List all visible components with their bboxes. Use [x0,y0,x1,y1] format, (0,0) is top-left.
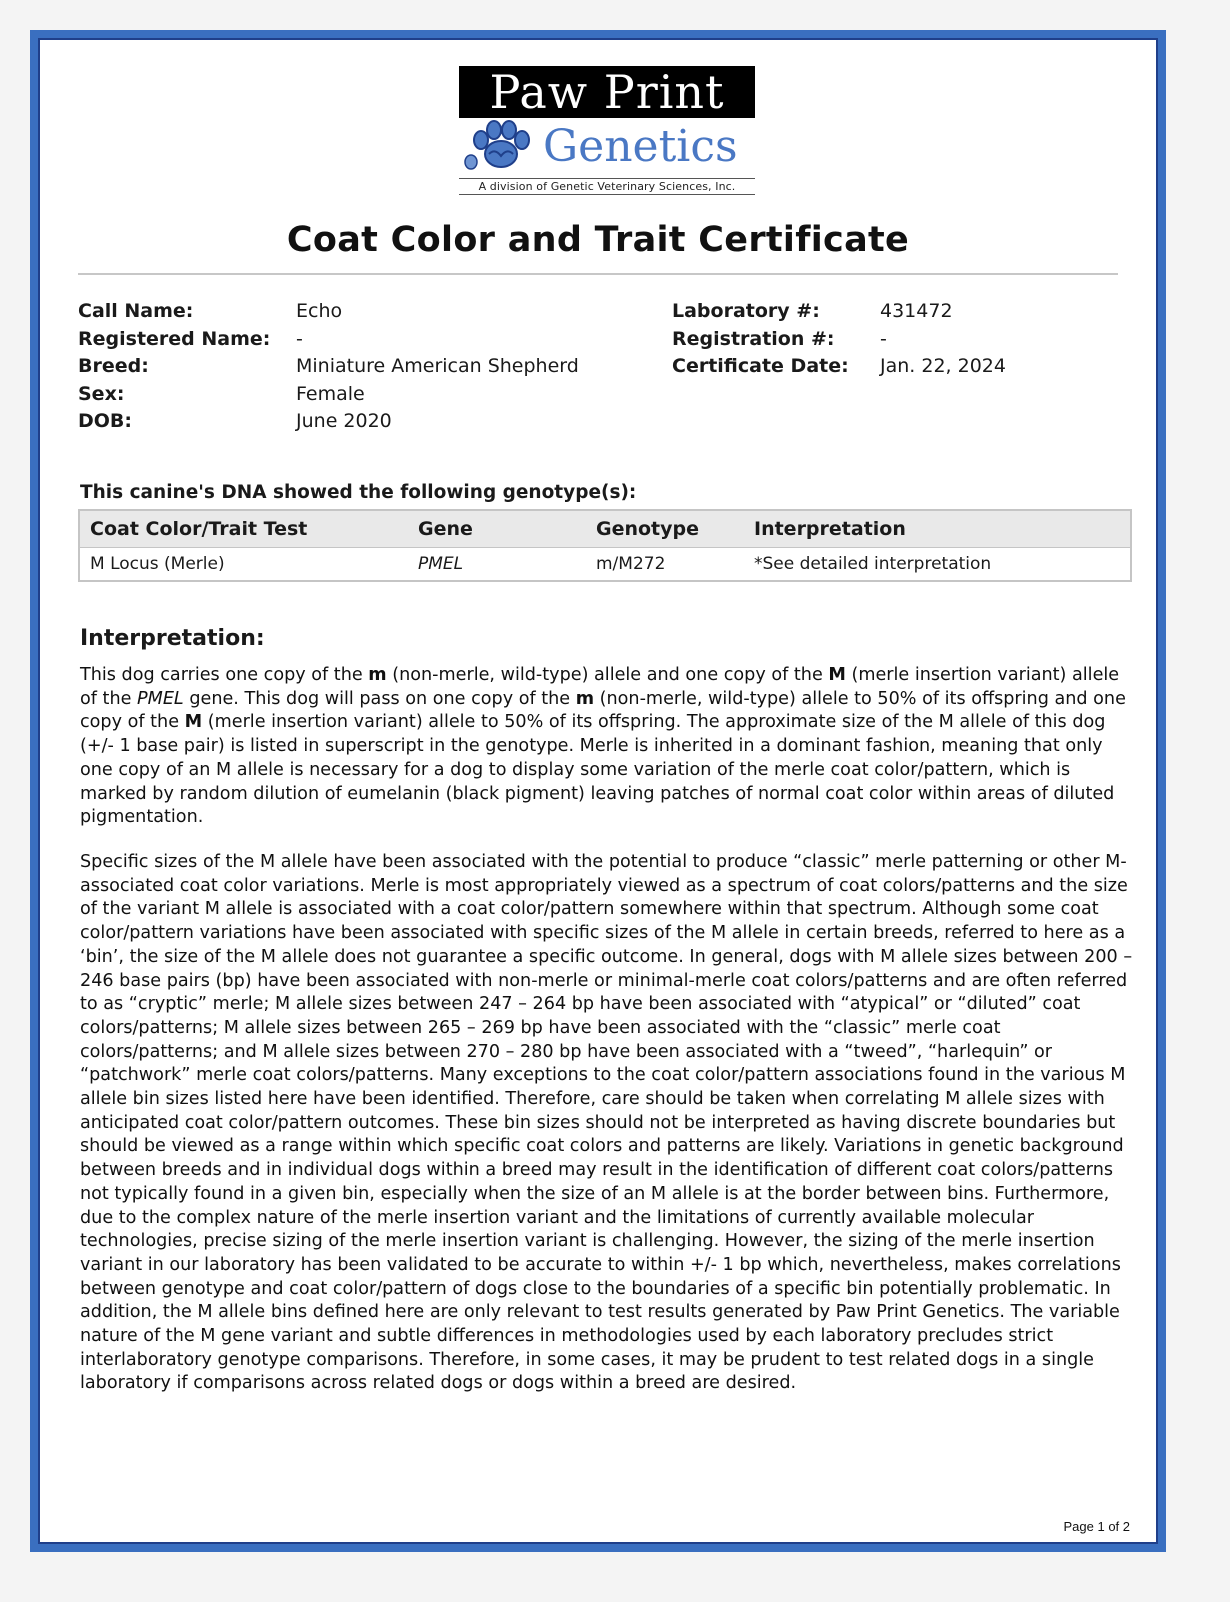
text-run: This dog carries one copy of the [80,665,369,685]
column-header: Interpretation [744,510,1131,548]
text-run-italic: PMEL [137,688,184,709]
table-cell: M Locus (Merle) [90,554,225,574]
info-value: Female [296,382,365,405]
info-row-certificate-date [672,353,1006,381]
text-run: (non-merle, wild-type) allele to 50% of its offspring and one copy of the [80,688,1126,733]
certificate-title: Coat Color and Trait Certificate [286,220,910,260]
page-number: Page 1 of 2 [1063,1519,1130,1534]
table-cell: m/M272 [596,554,666,574]
title-divider [78,273,1118,275]
interpretation-paragraph-1 [80,664,1134,830]
logo-tagline: A division of Genetic Veterinary Sciences, Inc. [459,178,755,195]
info-value: - [296,327,303,350]
text-run: (merle insertion variant) allele to 50% of its offspring. The approximate size of the M allele of this dog (+/- 1 base pair) is listed in superscript in the genotype. Merle is inherited in a dominant fashion, meaning that only one copy of an M allele is necessary for a dog to display some variation of the merle coat color/pattern, which is marked by random dilution of eumelanin (black pigment) leaving patches of normal coat color within areas of diluted pigmentation. [80,712,1115,828]
column-header: Genotype [586,510,744,548]
info-label: Breed: [78,355,149,378]
info-value: 431472 [880,300,953,322]
page-border [30,30,1166,1552]
column-header: Gene [408,510,586,548]
column-header: Coat Color/Trait Test [79,510,408,548]
info-row-laboratory [672,298,1006,326]
info-label: Call Name: [78,300,194,322]
text-run-bold: M [184,712,203,733]
info-value: June 2020 [296,410,392,433]
info-row-dob [78,408,579,436]
interpretation-paragraph-2: Specific sizes of the M allele have been associated with the potential to produce “classic” merle patterning or other M-associated coat color variations. Merle is most appropriately viewed as a spectrum of coat colors/patterns and the size of the variant M allele is associated with a coat color/pattern somewhere within that spectrum. Although some coat color/pattern variations have been associated with specific sizes of the M allele in certain breeds, referred to here as a ‘bin’, the size of the M allele does not guarantee a specific outcome. In general, dogs with M allele sizes between 200 – 246 base pairs (bp) have been associated with non-merle or minimal-merle coat colors/patterns and are often referred to as “cryptic” merle; M allele sizes between 247 – 264 bp have been associated with “atypical” or “diluted” coat colors/patterns; M allele sizes between 265 – 269 bp have been associated with the “classic” merle coat colors/patterns; and M allele sizes between 270 – 280 bp have been associated with a “tweed”, “harlequin” or “patchwork” merle coat colors/patterns. Many exceptions to the coat color/pattern associations found in the various M allele bin sizes listed here have been identified. Therefore, care should be taken when correlating M allele sizes with anticipated coat color/pattern outcomes. These bin sizes should not be interpreted as having discrete boundaries but should be viewed as a range within which specific coat colors and patterns are likely. Variations in genetic background between breeds and in individual dogs within a breed may result in the identification of different coat colors/patterns not typically found in a given bin, especially when the size of an M allele is at the border between bins. Furthermore, due to the complex nature of the merle insertion variant and the limitations of currently available molecular technologies, precise sizing of the merle insertion variant is challenging. However, the sizing of the merle insertion variant in our laboratory has been validated to be accurate to within +/- 1 bp which, nevertheless, makes correlations between genotype and coat color/pattern of dogs close to the boundaries of a specific bin potentially problematic. In addition, the M allele bins defined here are only relevant to test results generated by Paw Print Genetics. The variable nature of the M gene variant and subtle differences in methodologies used by each laboratory precludes strict interlaboratory genotype comparisons. Therefore, in some cases, it may be prudent to test related dogs in a single laboratory if comparisons across related dogs or dogs within a breed are desired. [80,852,1133,1394]
text-run: (merle insertion variant) allele of the [80,665,1120,709]
logo-middle [459,118,755,176]
company-logo [459,66,755,195]
info-label: Registration #: [672,327,835,350]
dog-info-right [672,298,1006,381]
text-run: gene. This dog will pass on one copy of the [183,688,576,709]
logo-brand-text: Genetics [543,121,738,172]
genotype-table [78,509,1132,582]
info-value: - [880,327,887,350]
dog-info-left [78,298,579,436]
info-row-call-name [78,298,579,326]
text-run-bold: M [828,665,846,685]
table-cell: PMEL [418,554,464,574]
genotype-heading: This canine's DNA showed the following genotype(s): [80,482,637,503]
logo-top-text: Paw Print [459,66,755,118]
certificate-page [38,38,1158,1544]
text-run-bold: m [575,688,595,709]
info-row-sex [78,381,579,409]
info-row-registered-name [78,326,579,354]
text-run: (non-merle, wild-type) allele and one copy of the [386,665,829,685]
text-run-bold: m [368,665,387,685]
info-label: Laboratory #: [672,300,820,322]
info-value: Jan. 22, 2024 [880,355,1006,378]
info-label: Sex: [78,382,125,405]
info-label: Registered Name: [78,327,271,350]
paw-print-icon [459,118,543,176]
info-value: Echo [296,300,343,322]
table-row [79,548,1131,582]
table-header-row [79,510,1131,548]
info-row-breed [78,353,579,381]
info-row-registration [672,326,1006,354]
table-cell: *See detailed interpretation [754,554,992,574]
info-value: Miniature American Shepherd [296,355,579,378]
info-label: Certificate Date: [672,355,849,378]
info-label: DOB: [78,410,133,433]
interpretation-heading: Interpretation: [80,626,265,651]
